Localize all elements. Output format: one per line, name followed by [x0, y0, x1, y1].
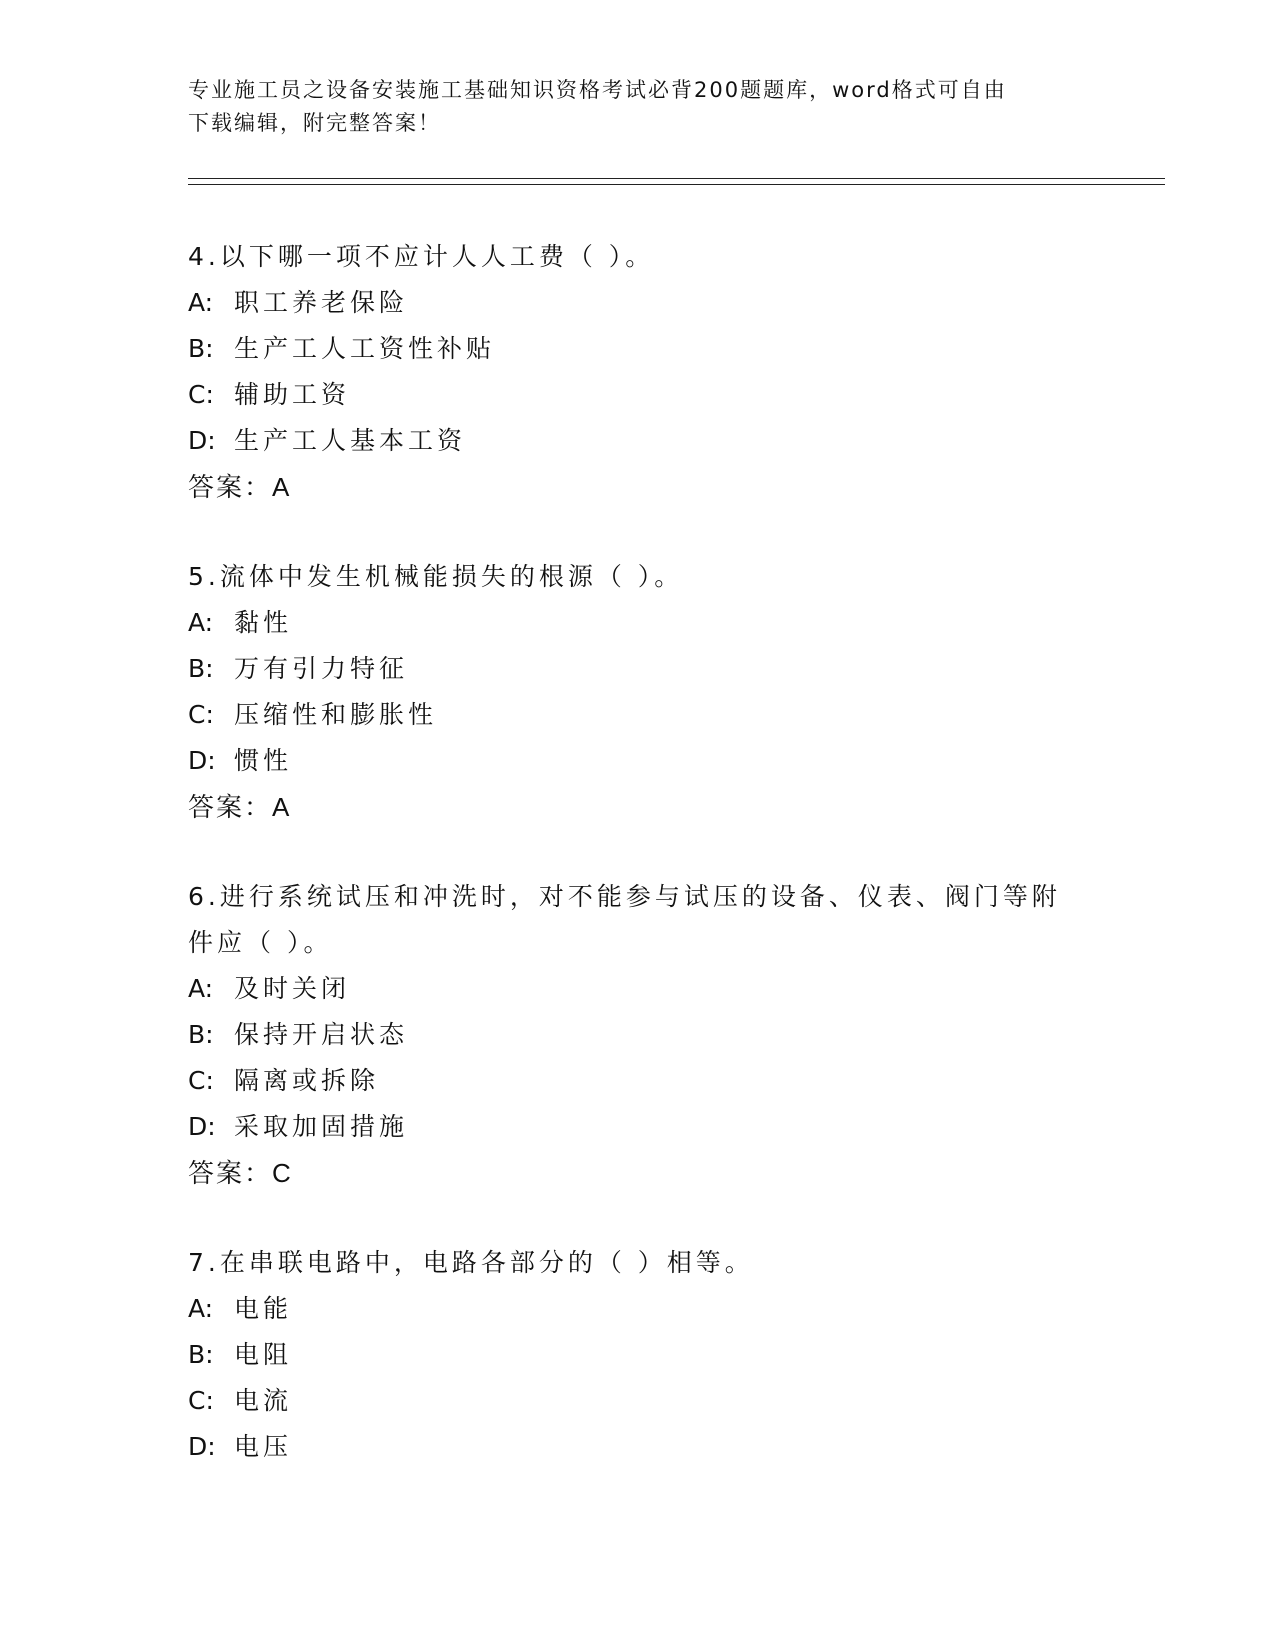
option-text: 电压: [234, 1432, 293, 1461]
question-text: 7.在串联电路中，电路各部分的（ ）相等。: [188, 1248, 754, 1277]
option-letter: A:: [188, 974, 214, 1003]
option-text: 生产工人基本工资: [234, 426, 467, 455]
option-text: 生产工人工资性补贴: [234, 334, 496, 363]
question-5: [188, 554, 1088, 830]
option-text: 黏性: [234, 608, 293, 637]
option-letter: B:: [188, 654, 214, 683]
option-letter: D:: [188, 746, 216, 775]
answer-line: 答案：A: [188, 792, 292, 822]
option-text: 隔离或拆除: [234, 1066, 380, 1095]
answer-line: 答案：A: [188, 472, 292, 502]
option-text: 保持开启状态: [234, 1020, 409, 1049]
question-text: 4.以下哪一项不应计人人工费（ ）。: [188, 242, 655, 271]
answer-line: 答案：C: [188, 1158, 293, 1188]
option-b: [188, 326, 1088, 372]
option-letter: B:: [188, 334, 214, 363]
option-letter: D:: [188, 426, 216, 455]
option-letter: A:: [188, 1294, 214, 1323]
option-text: 电阻: [234, 1340, 293, 1369]
option-letter: D:: [188, 1112, 216, 1141]
option-a: [188, 600, 1088, 646]
option-c: [188, 692, 1088, 738]
option-text: 惯性: [234, 746, 293, 775]
option-letter: C:: [188, 1066, 214, 1095]
option-letter: C:: [188, 1386, 214, 1415]
header-line-1: 专业施工员之设备安装施工基础知识资格考试必背200题题库，word格式可自由: [188, 78, 1007, 102]
option-d: [188, 418, 1088, 464]
option-letter: D:: [188, 1432, 216, 1461]
option-c: [188, 1378, 1088, 1424]
option-b: [188, 646, 1088, 692]
option-letter: B:: [188, 1340, 214, 1369]
option-letter: C:: [188, 380, 214, 409]
option-text: 及时关闭: [234, 974, 351, 1003]
option-letter: B:: [188, 1020, 214, 1049]
option-d: [188, 738, 1088, 784]
header-divider: [188, 178, 1165, 185]
option-text: 辅助工资: [234, 380, 351, 409]
option-text: 电能: [234, 1294, 293, 1323]
option-a: [188, 280, 1088, 326]
option-b: [188, 1332, 1088, 1378]
option-text: 电流: [234, 1386, 293, 1415]
question-text: 5.流体中发生机械能损失的根源（ ）。: [188, 562, 684, 591]
question-list: [188, 234, 1088, 1514]
option-text: 压缩性和膨胀性: [234, 700, 438, 729]
option-letter: A:: [188, 288, 214, 317]
option-text: 万有引力特征: [234, 654, 409, 683]
option-text: 采取加固措施: [234, 1112, 409, 1141]
option-letter: C:: [188, 700, 214, 729]
option-d: [188, 1424, 1088, 1470]
option-b: [188, 1012, 1088, 1058]
option-text: 职工养老保险: [234, 288, 409, 317]
option-letter: A:: [188, 608, 214, 637]
header-line-2: 下载编辑，附完整答案！: [188, 111, 441, 135]
option-a: [188, 966, 1088, 1012]
question-6: [188, 874, 1088, 1196]
question-4: [188, 234, 1088, 510]
question-text-line-1: 6.进行系统试压和冲洗时，对不能参与试压的设备、仪表、阀门等附: [188, 882, 1061, 911]
option-c: [188, 1058, 1088, 1104]
question-text-line-2: 件应（ ）。: [188, 928, 333, 957]
option-a: [188, 1286, 1088, 1332]
option-c: [188, 372, 1088, 418]
question-7: [188, 1240, 1088, 1470]
option-d: [188, 1104, 1088, 1150]
document-header: [188, 74, 1088, 140]
